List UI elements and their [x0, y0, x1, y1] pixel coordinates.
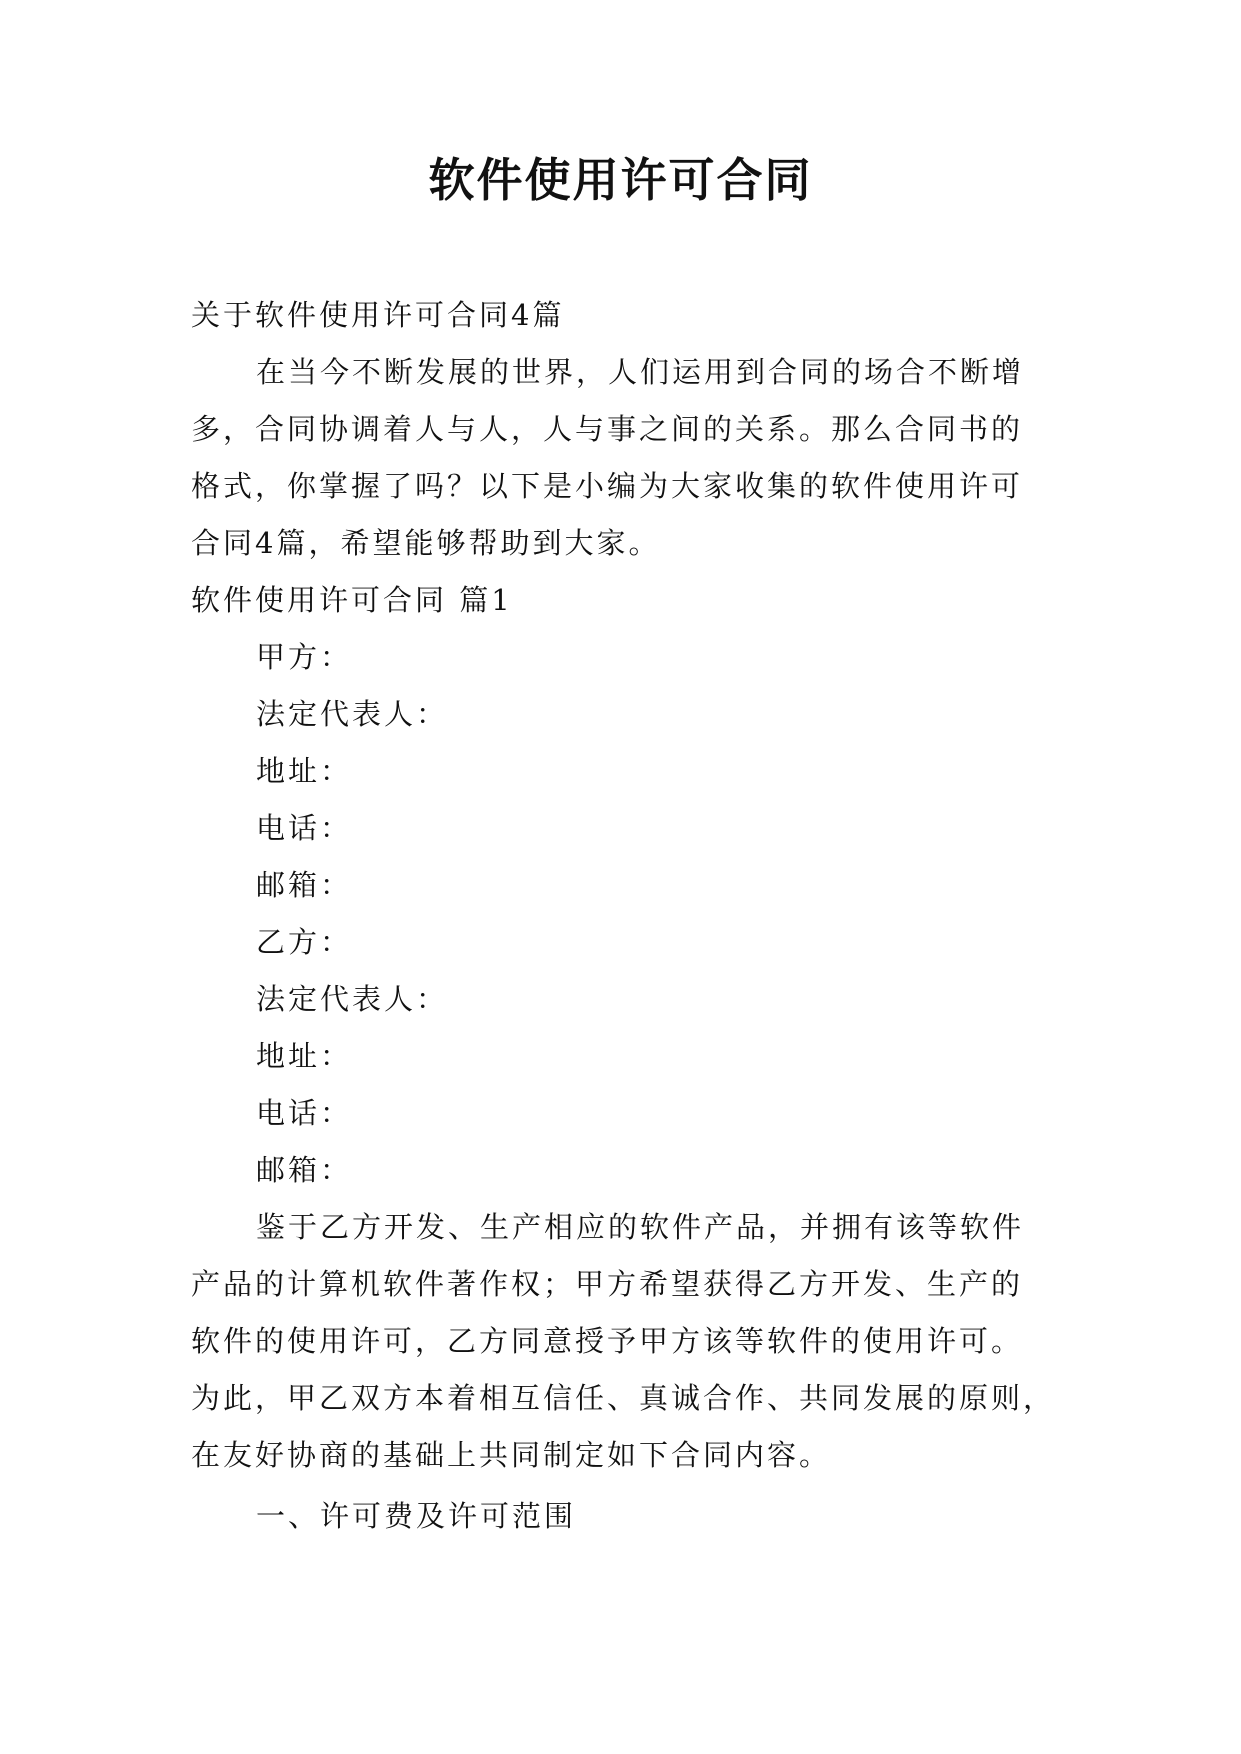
party-b-address-label: 地址：	[256, 1039, 353, 1073]
party-a-address-label: 地址：	[256, 754, 353, 788]
section-heading: 软件使用许可合同 篇1	[191, 583, 513, 617]
party-b-representative-label: 法定代表人：	[256, 982, 449, 1016]
recital-paragraph-line: 产品的计算机软件著作权；甲方希望获得乙方开发、生产的	[191, 1267, 1024, 1301]
clause-heading: 一、许可费及许可范围	[256, 1499, 577, 1533]
intro-heading: 关于软件使用许可合同4篇	[191, 298, 565, 332]
party-a-representative-label: 法定代表人：	[256, 697, 449, 731]
recital-paragraph-line: 软件的使用许可，乙方同意授予甲方该等软件的使用许可。	[191, 1324, 1024, 1358]
party-a-email-label: 邮箱：	[256, 868, 353, 902]
recital-paragraph-line: 鉴于乙方开发、生产相应的软件产品，并拥有该等软件	[256, 1210, 1025, 1244]
recital-paragraph-line: 在友好协商的基础上共同制定如下合同内容。	[191, 1438, 832, 1472]
intro-paragraph-line: 合同4篇，希望能够帮助到大家。	[191, 526, 661, 560]
document-title: 软件使用许可合同	[428, 153, 813, 207]
party-a-phone-label: 电话：	[256, 811, 353, 845]
party-b-email-label: 邮箱：	[256, 1153, 353, 1187]
intro-paragraph-line: 多，合同协调着人与人，人与事之间的关系。那么合同书的	[191, 412, 1024, 446]
intro-paragraph-line: 格式，你掌握了吗？以下是小编为大家收集的软件使用许可	[191, 469, 1024, 503]
party-a-label: 甲方：	[256, 640, 353, 674]
recital-paragraph-line: 为此，甲乙双方本着相互信任、真诚合作、共同发展的原则，	[191, 1381, 1056, 1415]
intro-paragraph-line: 在当今不断发展的世界，人们运用到合同的场合不断增	[256, 355, 1025, 389]
party-b-phone-label: 电话：	[256, 1096, 353, 1130]
party-b-label: 乙方：	[256, 925, 353, 959]
